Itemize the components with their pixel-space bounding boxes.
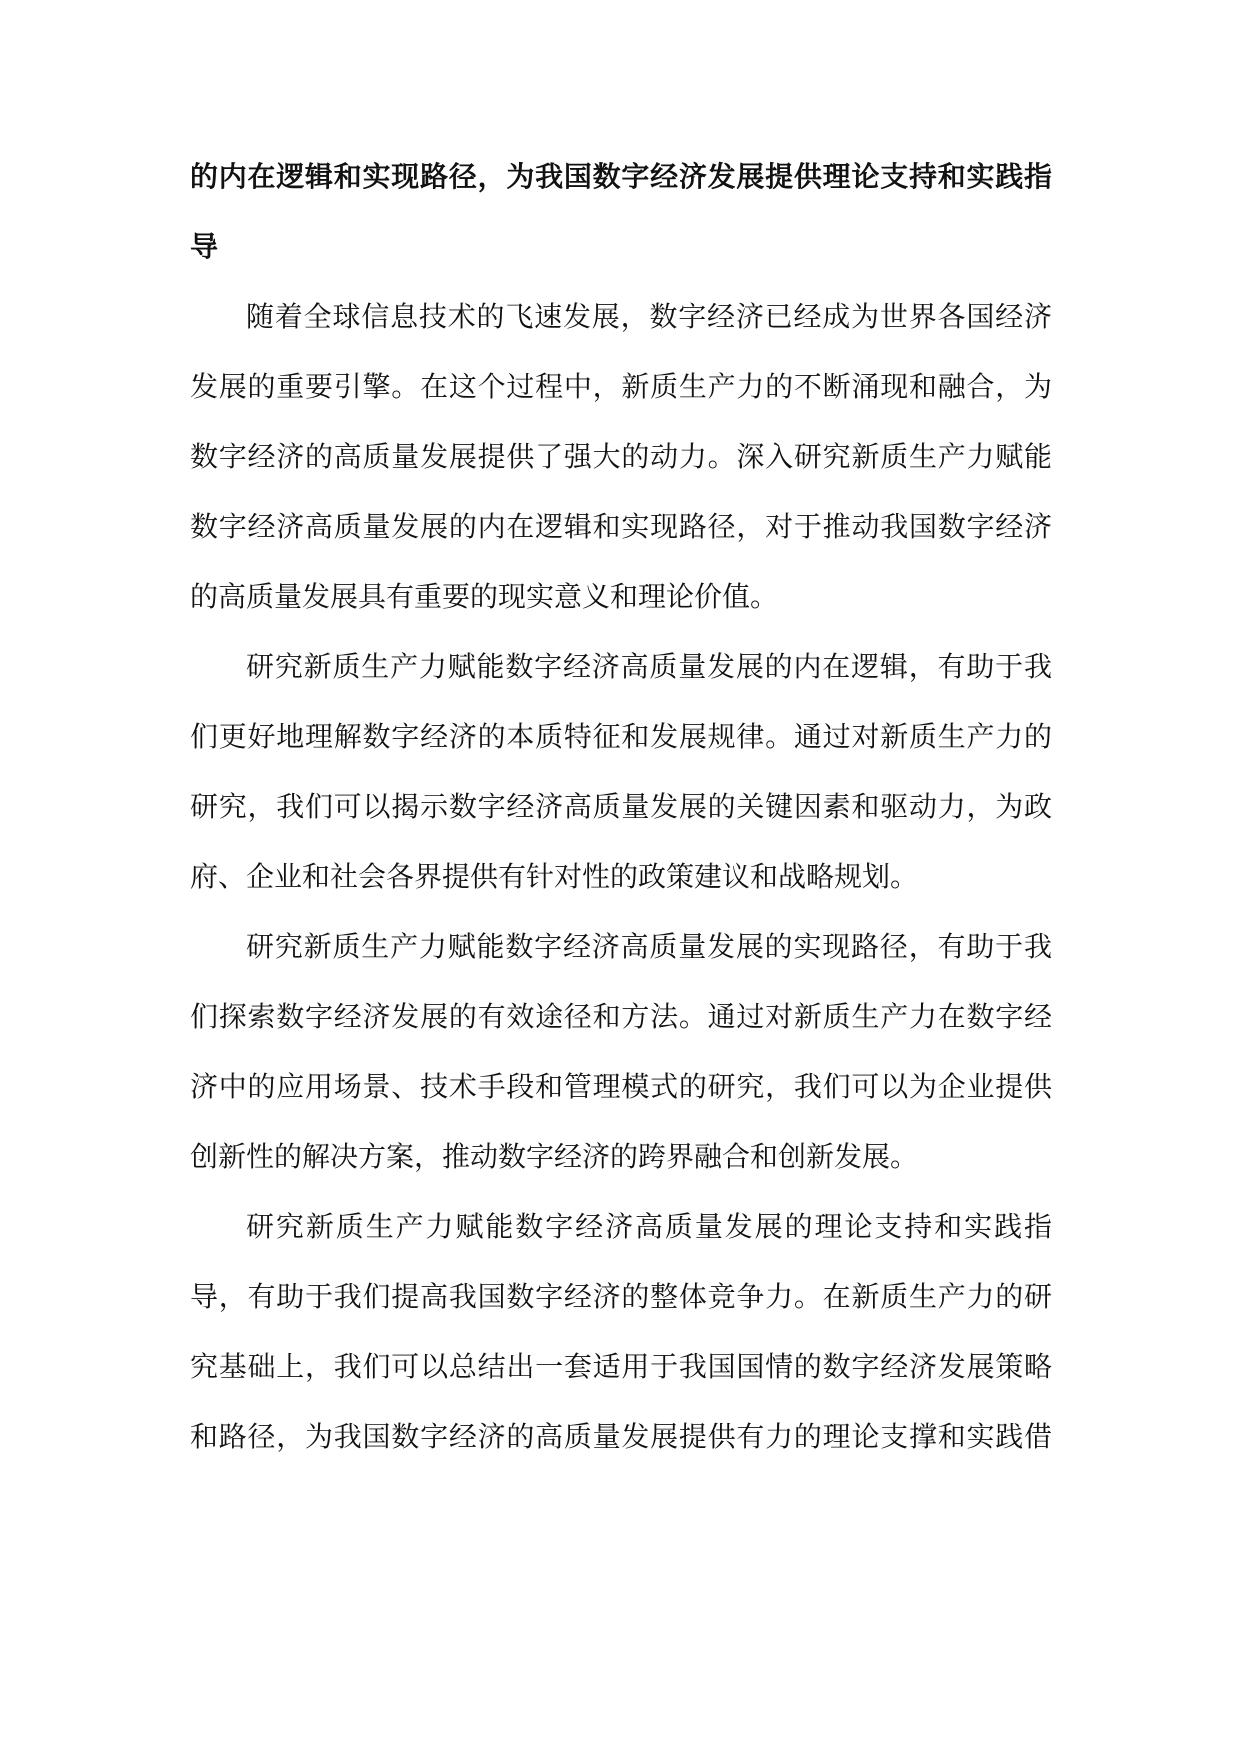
paragraph-line: 的高质量发展具有重要的现实意义和理论价值。: [190, 580, 779, 613]
paragraph-line: 研究新质生产力赋能数字经济高质量发展的实现路径，有助于我: [246, 930, 1052, 963]
paragraph-line: 济中的应用场景、技术手段和管理模式的研究，我们可以为企业提供: [190, 1070, 1052, 1103]
paragraph-line: 数字经济的高质量发展提供了强大的动力。深入研究新质生产力赋能: [190, 440, 1052, 473]
paragraph-line: 数字经济高质量发展的内在逻辑和实现路径，对于推动我国数字经济: [190, 510, 1052, 543]
heading-line: 导: [190, 230, 219, 263]
paragraph-1: [190, 282, 1052, 632]
paragraph-line: 和路径，为我国数字经济的高质量发展提供有力的理论支撑和实践借: [190, 1420, 1052, 1453]
paragraph-line: 创新性的解决方案，推动数字经济的跨界融合和创新发展。: [190, 1140, 919, 1173]
paragraph-line: 研究，我们可以揭示数字经济高质量发展的关键因素和驱动力，为政: [190, 790, 1052, 823]
paragraph-line: 随着全球信息技术的飞速发展，数字经济已经成为世界各国经济: [246, 300, 1052, 333]
paragraph-line: 研究新质生产力赋能数字经济高质量发展的理论支持和实践指: [246, 1210, 1052, 1243]
document-body: [190, 142, 1052, 1472]
paragraph-line: 发展的重要引擎。在这个过程中，新质生产力的不断涌现和融合，为: [190, 370, 1052, 403]
section-heading: [190, 142, 1052, 282]
paragraph-4: [190, 1192, 1052, 1472]
paragraph-line: 研究新质生产力赋能数字经济高质量发展的内在逻辑，有助于我: [246, 650, 1052, 683]
paragraph-line: 导，有助于我们提高我国数字经济的整体竞争力。在新质生产力的研: [190, 1280, 1052, 1313]
paragraph-line: 们更好地理解数字经济的本质特征和发展规律。通过对新质生产力的: [190, 720, 1052, 753]
paragraph-line: 究基础上，我们可以总结出一套适用于我国国情的数字经济发展策略: [190, 1350, 1052, 1383]
paragraph-line: 们探索数字经济发展的有效途径和方法。通过对新质生产力在数字经: [190, 1000, 1052, 1033]
paragraph-2: [190, 632, 1052, 912]
heading-line: 的内在逻辑和实现路径，为我国数字经济发展提供理论支持和实践指: [190, 160, 1052, 193]
paragraph-line: 府、企业和社会各界提供有针对性的政策建议和战略规划。: [190, 860, 919, 893]
paragraph-3: [190, 912, 1052, 1192]
